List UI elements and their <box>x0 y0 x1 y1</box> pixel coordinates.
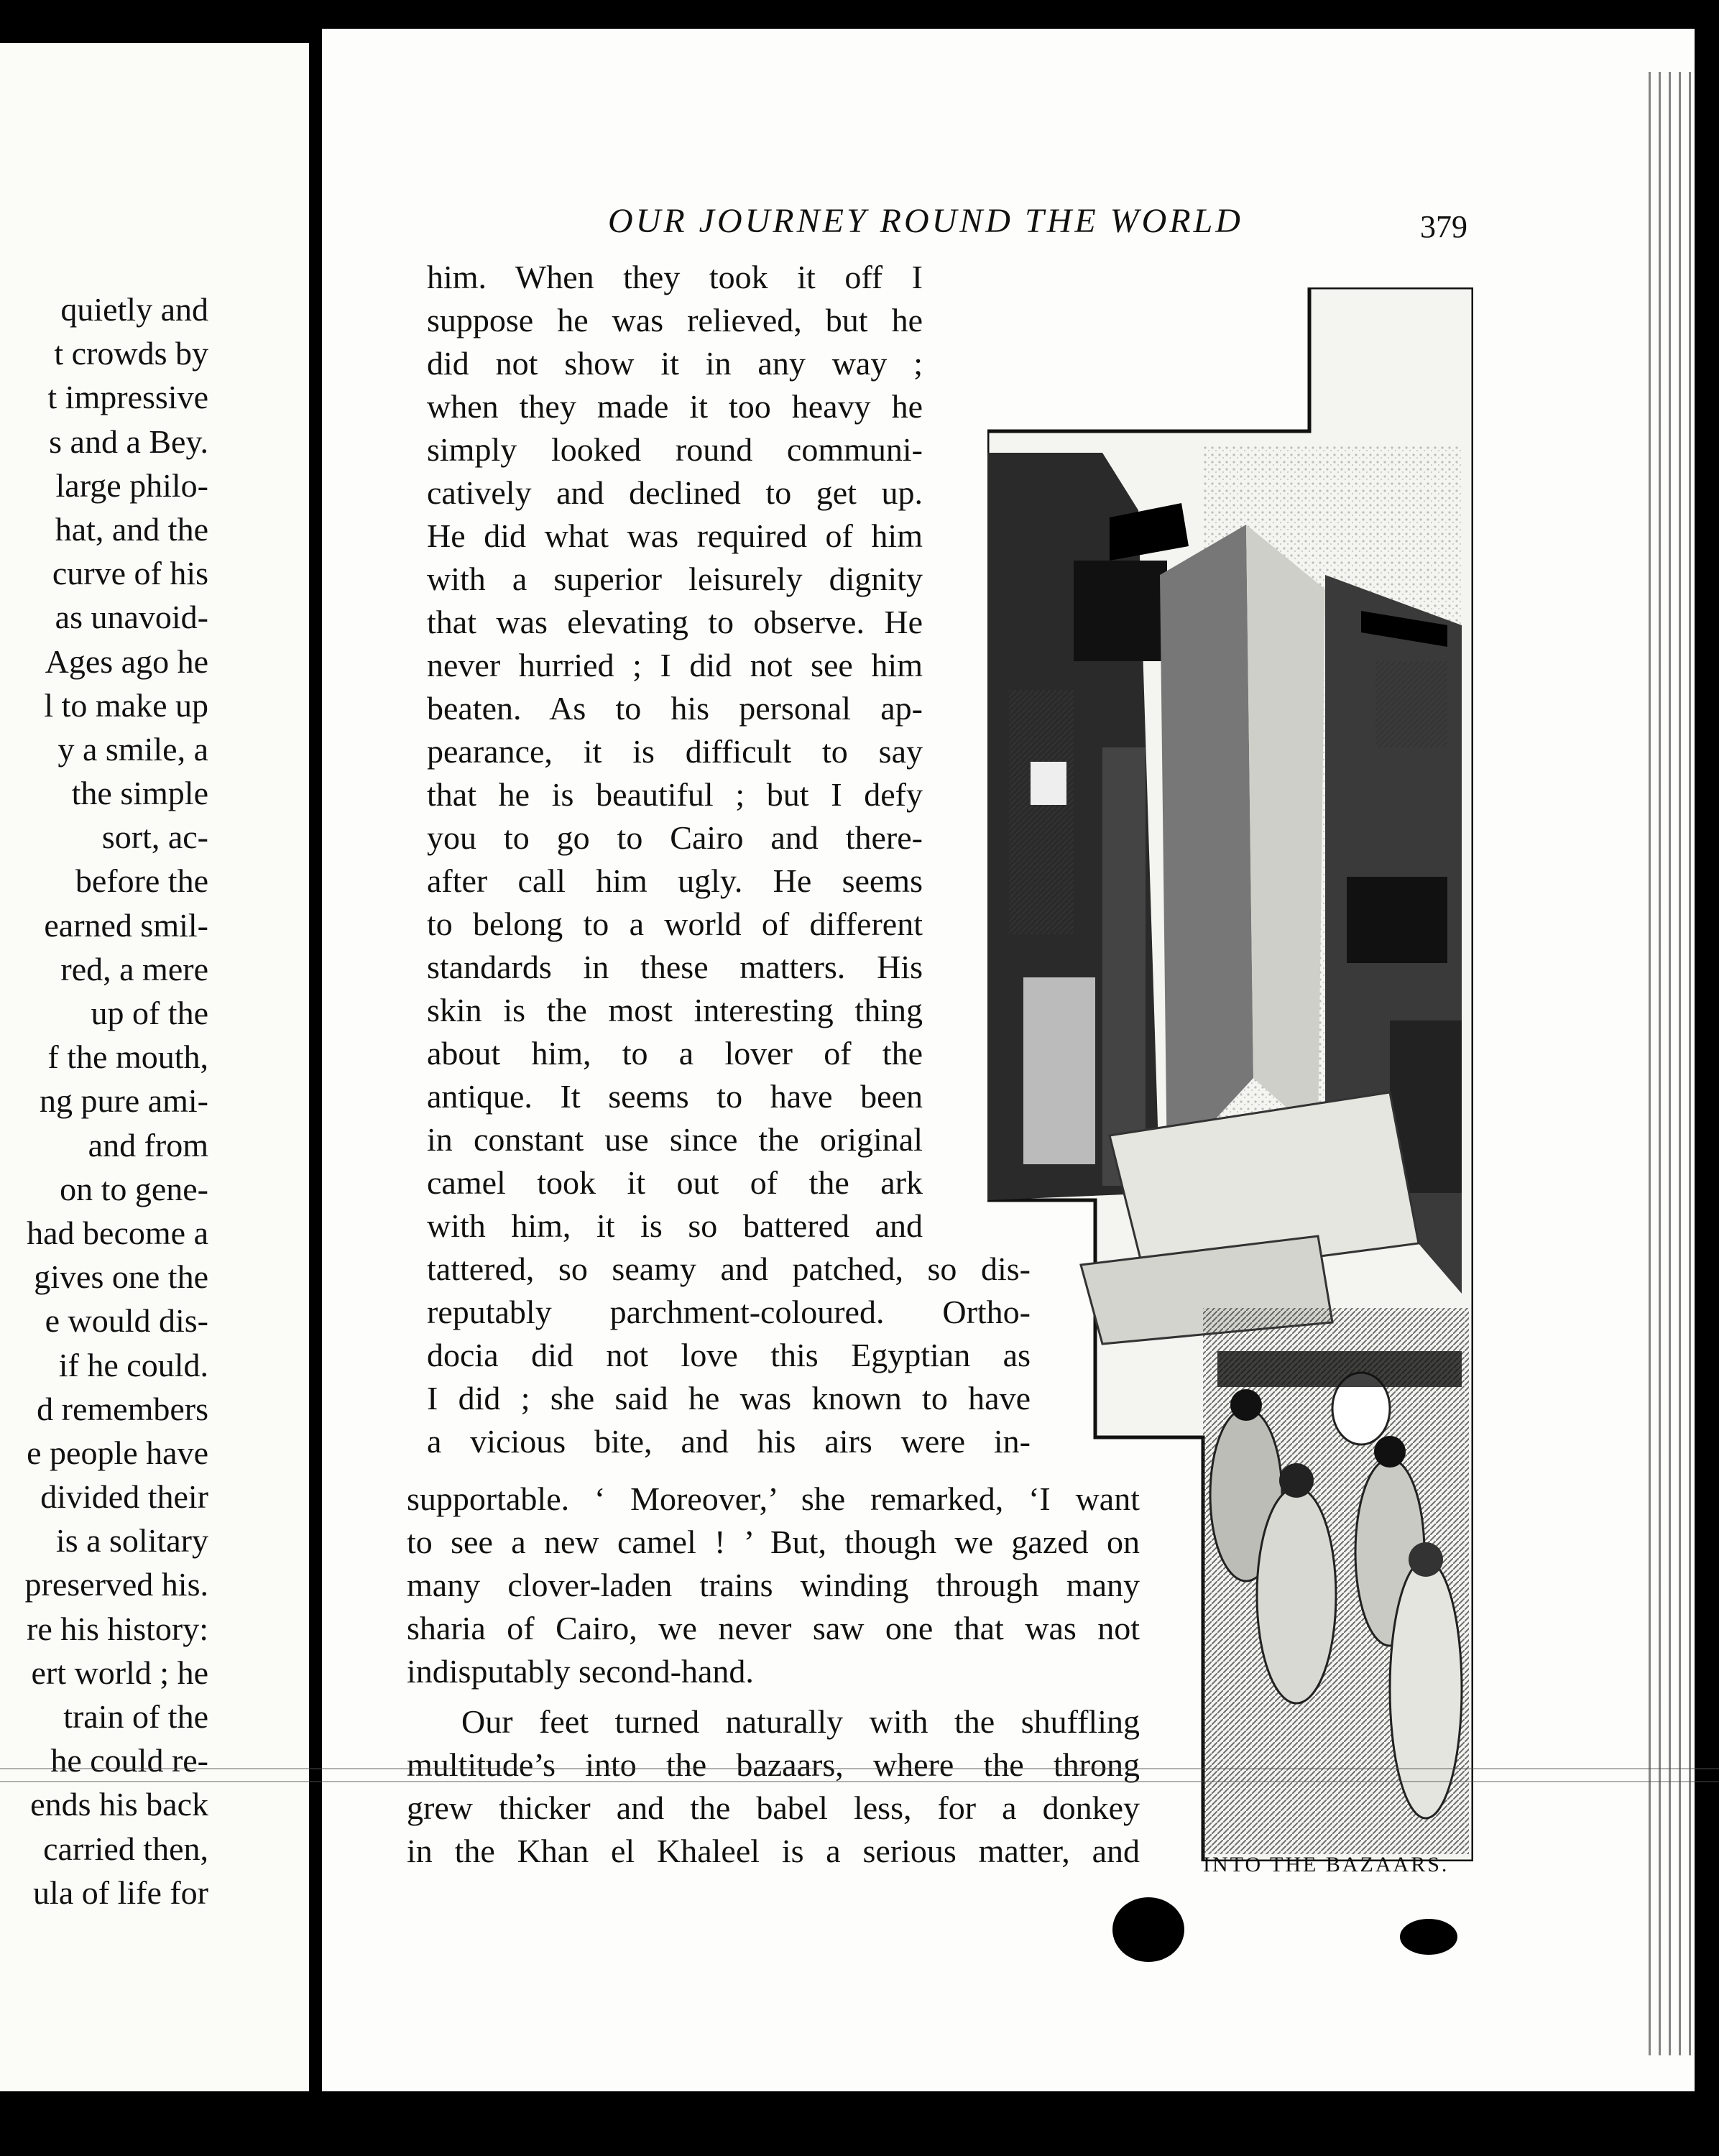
ink-blot <box>1112 1897 1184 1962</box>
text-line: about him, to a lover of the <box>427 1035 923 1072</box>
left-line: ends his back <box>30 1786 208 1823</box>
left-line: Ages ago he <box>45 642 208 680</box>
left-line: t impressive <box>47 379 208 416</box>
ink-blot <box>1400 1919 1457 1955</box>
left-line: train of the <box>63 1698 208 1735</box>
left-line: sort, ac- <box>101 819 208 856</box>
text-line: many clover-laden trains winding through many <box>407 1567 1140 1603</box>
text-line: standards in these matters. His <box>427 949 923 985</box>
left-line: he could re- <box>50 1742 208 1779</box>
left-line: red, a mere <box>60 950 208 987</box>
text-line: grew thicker and the babel less, for a donkey <box>407 1789 1140 1826</box>
text-line: catively and declined to get up. <box>427 474 923 511</box>
left-line: had become a <box>27 1214 208 1251</box>
text-line: suppose he was relieved, but he <box>427 302 923 338</box>
left-line: s and a Bey. <box>49 423 208 460</box>
left-line: earned smil- <box>44 906 208 944</box>
left-line: ng pure ami- <box>39 1082 208 1120</box>
text-line: with him, it is so battered and <box>427 1207 923 1244</box>
text-line: sharia of Cairo, we never saw one that was not <box>407 1610 1140 1646</box>
left-line: quietly and <box>60 291 208 328</box>
text-line: in constant use since the original <box>427 1121 923 1158</box>
left-line: on to gene- <box>60 1170 208 1207</box>
page-number: 379 <box>1420 209 1467 244</box>
left-line: gives one the <box>34 1258 208 1296</box>
text-line: when they made it too heavy he <box>427 388 923 425</box>
left-facing-page <box>0 43 309 2091</box>
text-line: pearance, it is difficult to say <box>427 733 923 770</box>
left-line: up of the <box>91 995 208 1031</box>
text-line: antique. It seems to have been <box>427 1078 923 1115</box>
left-line: the simple <box>71 775 208 812</box>
book-gutter <box>309 29 322 2099</box>
running-title: OUR JOURNEY ROUND THE WORLD <box>608 202 1243 240</box>
left-line: before the <box>75 862 208 900</box>
left-line: is a solitary <box>55 1522 208 1560</box>
text-line: you to go to Cairo and there- <box>427 819 923 856</box>
text-line: docia did not love this Egyptian as <box>427 1337 1031 1373</box>
left-line: as unavoid- <box>55 599 208 636</box>
left-line: t crowds by <box>54 335 208 372</box>
text-line: a vicious bite, and his airs were in- <box>427 1423 1031 1460</box>
left-line: large philo- <box>55 466 208 504</box>
scan-line-artifact <box>0 1781 1719 1782</box>
paragraph-start-line: Our feet turned naturally with the shuffling <box>461 1703 1140 1740</box>
scan-line-artifact <box>0 1768 1719 1769</box>
left-line: f the mouth, <box>47 1038 208 1076</box>
left-line: re his history: <box>27 1610 208 1647</box>
text-line: simply looked round communi- <box>427 431 923 468</box>
text-line: to see a new camel ! ’ But, though we gazed on <box>407 1524 1140 1560</box>
left-line: curve of his <box>52 555 208 592</box>
left-line: carried then, <box>43 1830 208 1867</box>
text-line: never hurried ; I did not see him <box>427 647 923 683</box>
left-line: l to make up <box>44 686 208 724</box>
left-line: hat, and the <box>55 510 208 548</box>
text-line: that was elevating to observe. He <box>427 604 923 640</box>
text-line: He did what was required of him <box>427 517 923 554</box>
text-line: skin is the most interesting thing <box>427 992 923 1028</box>
left-line: and from <box>88 1126 208 1164</box>
text-line: in the Khan el Khaleel is a serious matter, and <box>407 1833 1140 1869</box>
text-line: tattered, so seamy and patched, so dis- <box>427 1250 1031 1287</box>
text-line: that he is beautiful ; but I defy <box>427 776 923 813</box>
left-line: e people have <box>27 1434 208 1471</box>
left-page-text <box>0 287 208 1915</box>
text-line: camel took it out of the ark <box>427 1164 923 1201</box>
text-line: him. When they took it off I <box>427 259 923 295</box>
text-line: indisputably second-hand. <box>407 1653 754 1690</box>
left-line: e would dis- <box>45 1302 208 1340</box>
figure-caption: INTO THE BAZAARS. <box>1203 1853 1450 1876</box>
left-line: ert world ; he <box>31 1654 208 1691</box>
text-line: multitude’s into the bazaars, where the throng <box>407 1746 1140 1783</box>
text-line: reputably parchment-coloured. Ortho- <box>427 1294 1031 1330</box>
text-line: after call him ugly. He seems <box>427 862 923 899</box>
text-line: I did ; she said he was known to have <box>427 1380 1031 1416</box>
left-line: divided their <box>40 1478 208 1516</box>
text-line: beaten. As to his personal ap- <box>427 690 923 727</box>
text-line: supportable. ‘ Moreover,’ she remarked, ‘I want <box>407 1480 1140 1517</box>
text-line: to belong to a world of different <box>427 906 923 942</box>
left-line: d remembers <box>37 1390 208 1427</box>
text-line: did not show it in any way ; <box>427 345 923 382</box>
left-line: if he could. <box>58 1346 208 1383</box>
left-line: y a smile, a <box>57 730 208 768</box>
left-line: ula of life for <box>33 1874 208 1911</box>
left-line: preserved his. <box>24 1566 208 1603</box>
text-line: with a superior leisurely dignity <box>427 561 923 597</box>
